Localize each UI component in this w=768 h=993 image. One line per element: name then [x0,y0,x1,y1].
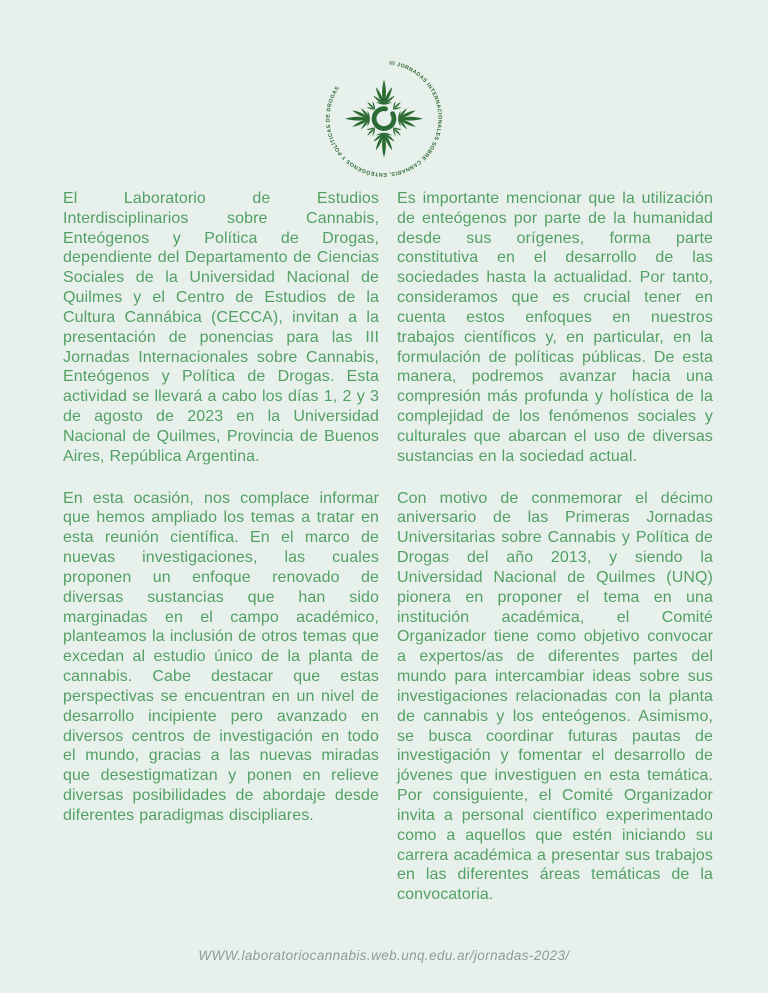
right-column [397,189,713,927]
logo-ring-text: III JORNADAS INTERNACIONALES SOBRE CANNABIS, ENTEÓGENOS Y POLÍTICAS DE DROGAS [325,60,443,178]
footer-url: WWW.laboratoriocannabis.web.unq.edu.ar/jornadas-2023/ [198,948,570,963]
cannabis-emblem-logo [320,54,448,182]
event-logo [320,54,448,182]
body-paragraph: Con motivo de conmemorar el décimo aniversario de las Primeras Jornadas Universitarias sobre Cannabis y Política de Drogas del año 2013, y siendo la Universidad Nacional de Quilmes (UNQ) pionera en proponer el tema en una institución académica, el Comité Organizador tiene como objetivo convocar a expertos/as de diferentes partes del mundo para intercambiar ideas sobre sus investigaciones relacionadas con la planta de cannabis y los enteógenos. Asimismo, se busca coordinar futuras pautas de investigación y fomentar el desarrollo de jóvenes que investiguen en esta temática. Por consiguiente, el Comité Organizador invita a personal científico experimentado como a aquellos que estén iniciando su carrera académica a presentar sus trabajos en las diferentes áreas temáticas de la convocatoria. [397,489,713,904]
content-columns [63,189,713,927]
footer [0,947,768,965]
cannabis-leaves-emblem [345,80,423,158]
body-paragraph: En esta ocasión, nos complace informar que hemos ampliado los temas a tratar en esta reunión científica. En el marco de nuevas investigaciones, las cuales proponen un enfoque renovado de diversas sustancias que han sido marginadas en el campo académico, planteamos la inclusión de otros temas que excedan al estudio único de la planta de cannabis. Cabe destacar que estas perspectivas se encuentran en un nivel de desarrollo incipiente pero avanzado en diversos centros de investigación en todo el mundo, gracias a las nuevas miradas que desestigmatizan y ponen en relieve diversas posibilidades de abordaje desde diferentes paradigmas discipliares. [63,489,379,824]
left-column [63,189,379,927]
body-paragraph: Es importante mencionar que la utilización de enteógenos por parte de la humanidad desde sus orígenes, forma parte constitutiva en el desarrollo de las sociedades hasta la actualidad. Por tanto, consideramos que es crucial tener en cuenta estos enfoques en nuestros trabajos científicos y, en particular, en la formulación de políticas públicas. De esta manera, podremos avanzar hacia una compresión más profunda y holística de la complejidad de los fenómenos sociales y culturales que abarcan el uso de diversas sustancias en la sociedad actual. [397,190,713,465]
body-paragraph: El Laboratorio de Estudios Interdisciplinarios sobre Cannabis, Enteógenos y Política de Drogas, dependiente del Departamento de Ciencias Sociales de la Universidad Nacional de Quilmes y el Centro de Estudios de la Cultura Cannábica (CECCA), invitan a la presentación de ponencias para las III Jornadas Internacionales sobre Cannabis, Enteógenos y Política de Drogas. Esta actividad se llevará a cabo los días 1, 2 y 3 de agosto de 2023 en la Universidad Nacional de Quilmes, Provincia de Buenos Aires, República Argentina. [63,190,379,465]
